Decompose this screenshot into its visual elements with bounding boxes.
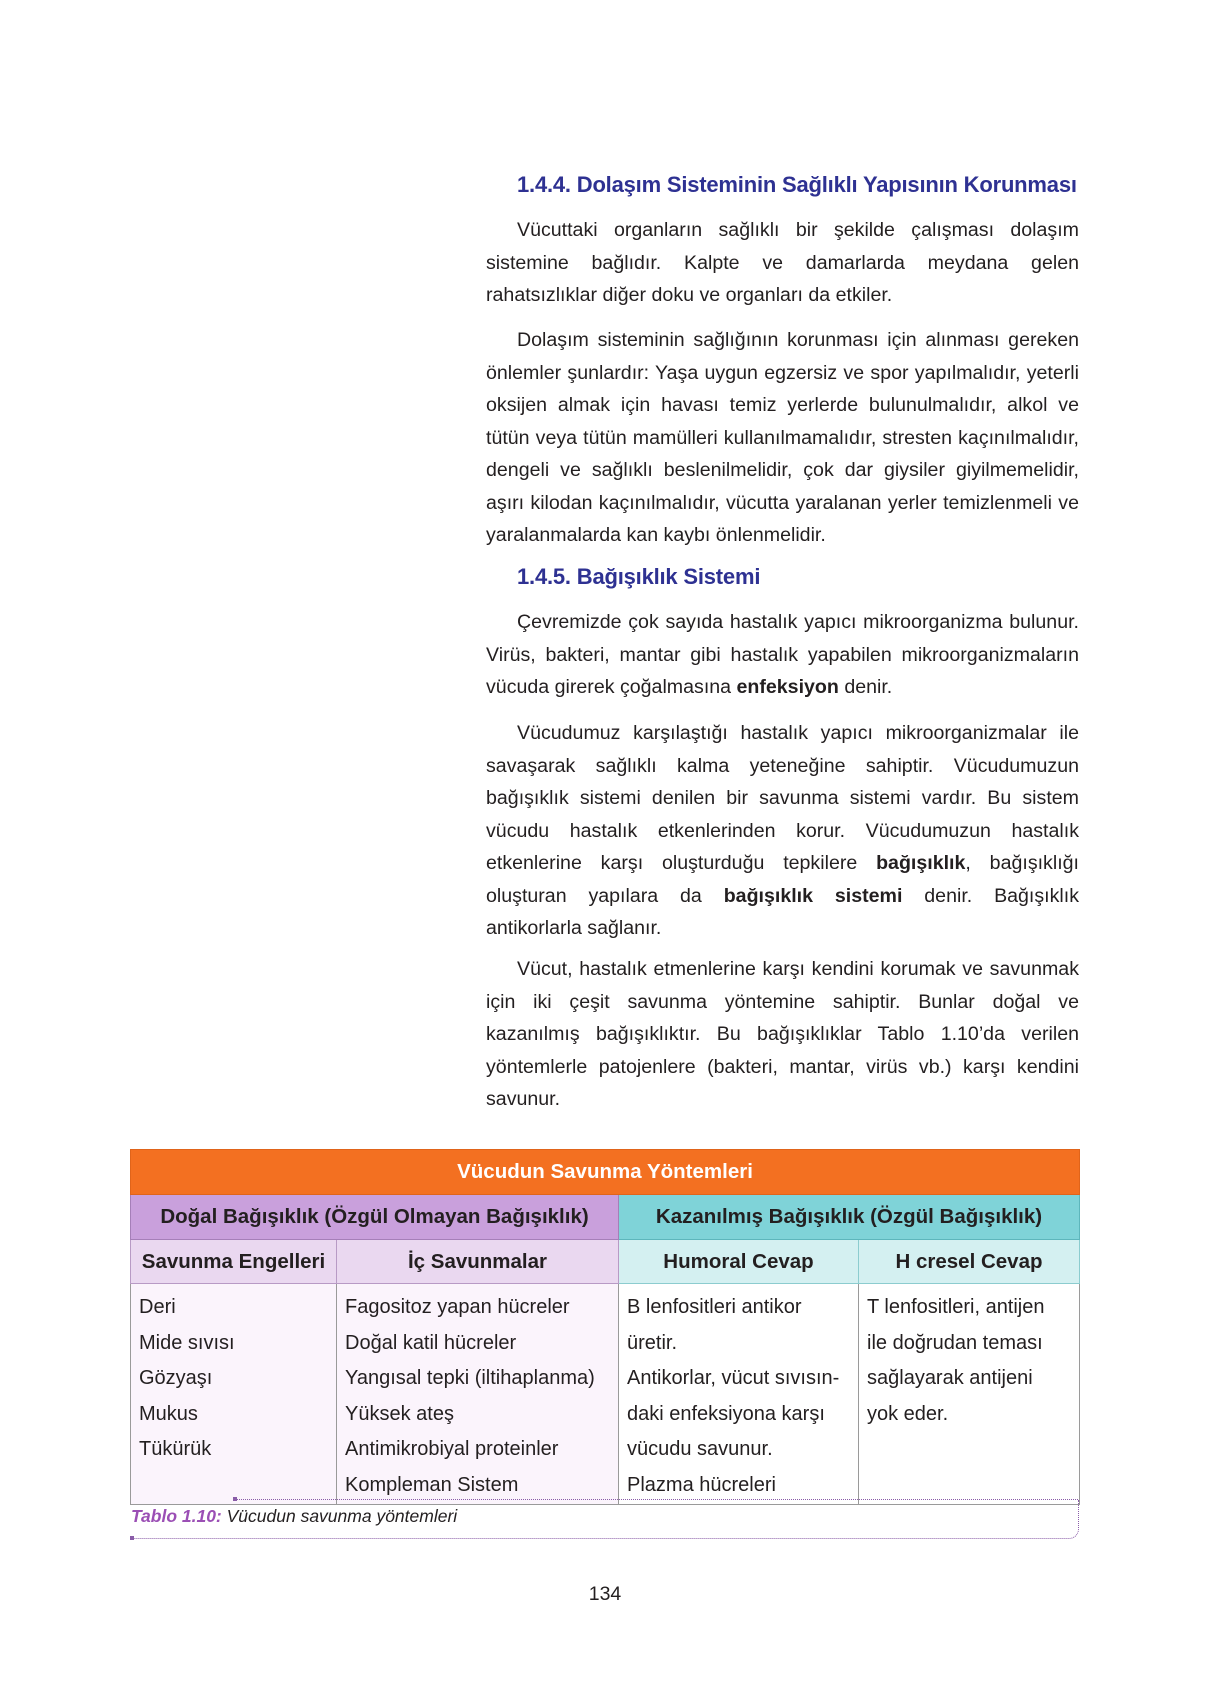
paragraph-4: Vücudumuz karşılaştığı hastalık yapıcı mikroorganizmalar ile savaşarak sağlıklı kalma yeteneğine sahiptir. Vücudumuzun bağışıklık sistemi denilen bir savunma sistemi vardır. Bu sistem vücudu hastalık etkenlerinden korur. Vücudumuzun hastalık etkenlerine karşı oluşturduğu tepkilere bağışıklık, bağışıklığı oluşturan yapılara da bağışıklık sistemi denir. Bağışıklık antikorlarla sağlanır.: [486, 722, 1080, 939]
cell-internal: [337, 1284, 619, 1505]
term-bagisiklik-sistemi: bağışıklık sistemi: [723, 884, 903, 907]
list-item: Antimikrobiyal proteinler: [345, 1438, 559, 1461]
list-item: Tükürük: [139, 1438, 212, 1461]
table-title: Vücudun Savunma Yöntemleri: [131, 1150, 1080, 1195]
list-item: Mukus: [139, 1402, 198, 1425]
page-number: 134: [588, 1583, 622, 1605]
cell-humoral: [619, 1284, 859, 1505]
list-item: Gözyaşı: [139, 1367, 213, 1390]
caption-marker: [130, 1536, 134, 1540]
paragraph-5: Vücut, hastalık etmenlerine karşı kendini korumak ve savunmak için iki çeşit savunma yöntemine sahiptir. Bunlar doğal ve kazanılmış bağışıklıktır. Bu bağışıklıklar Tablo 1.10’da verilen yöntemlerle patojenlere (bakteri, mantar, virüs vb.) karşı kendini savunur.: [486, 958, 1079, 1110]
list-item: yok eder.: [867, 1402, 949, 1425]
list-item: Deri: [139, 1296, 176, 1318]
list-item: Yüksek ateş: [345, 1402, 454, 1425]
section-heading-circulatory: 1.4.4. Dolaşım Sisteminin Sağlıklı Yapısının Korunması: [517, 172, 1077, 197]
header-humoral: Humoral Cevap: [619, 1240, 859, 1284]
header-cellular: H cresel Cevap: [859, 1240, 1080, 1284]
list-item: üretir.: [627, 1331, 678, 1354]
defense-methods-table: [130, 1149, 1080, 1505]
list-item: Antikorlar, vücut sıvısın-: [627, 1367, 840, 1390]
section-heading-immune: 1.4.5. Bağışıklık Sistemi: [517, 564, 761, 589]
paragraph-1: Vücuttaki organların sağlıklı bir şekilde çalışması dolaşım sistemine bağlıdır. Kalpte ve damarlarda meydana gelen rahatsızlıklar diğer doku ve organları da etkiler.: [486, 219, 1079, 306]
caption-label: Tablo 1.10:: [131, 1506, 222, 1526]
cell-barriers: [131, 1284, 337, 1505]
list-item: sağlayarak antijeni: [867, 1367, 1033, 1390]
list-item: T lenfositleri, antijen: [867, 1296, 1045, 1318]
paragraph-2: Dolaşım sisteminin sağlığının korunması için alınması gereken önlemler şunlardır: Yaşa uygun egzersiz ve spor yapılmalıdır, yeterli oksijen almak için havası temiz yerlerde bulunulmalıdır, alkol ve tütün veya tütün mamülleri kullanılmamalıdır, stresten kaçınılmalıdır, dengeli ve sağlıklı beslenilmelidir, çok dar giysiler giyilmemelidir, aşırı kilodan kaçınılmalıdır, vücutta yaralanan yerler temizlenmeli ve yaralanmalarda kan kaybı önlenmelidir.: [486, 329, 1079, 546]
term-enfeksiyon: enfeksiyon: [736, 676, 839, 698]
term-bagisiklik: bağışıklık: [876, 852, 966, 874]
list-item: Mide sıvısı: [139, 1331, 235, 1354]
group-header-natural: Doğal Bağışıklık (Özgül Olmayan Bağışıklık): [131, 1195, 619, 1240]
cell-cellular: [859, 1284, 1080, 1505]
list-item: B lenfositleri antikor: [627, 1296, 802, 1318]
caption-text: Vücudun savunma yöntemleri: [221, 1506, 458, 1526]
header-internal: İç Savunmalar: [337, 1240, 619, 1284]
list-item: Fagositoz yapan hücreler: [345, 1296, 570, 1318]
list-item: Plazma hücreleri: [627, 1473, 776, 1496]
list-item: Kompleman Sistem: [345, 1473, 519, 1496]
table-caption: [131, 1506, 457, 1527]
header-barriers: Savunma Engelleri: [131, 1240, 337, 1284]
list-item: Doğal katil hücreler: [345, 1331, 517, 1354]
list-item: ile doğrudan teması: [867, 1331, 1043, 1354]
list-item: vücudu savunur.: [627, 1438, 773, 1461]
defense-methods-table-wrap: [130, 1149, 1079, 1505]
list-item: Yangısal tepki (iltihaplanma): [345, 1367, 595, 1390]
group-header-acquired: Kazanılmış Bağışıklık (Özgül Bağışıklık): [619, 1195, 1080, 1240]
paragraph-3: Çevremizde çok sayıda hastalık yapıcı mikroorganizma bulunur. Virüs, bakteri, mantar gibi hastalık yapabilen mikroorganizmaların vücuda girerek çoğalmasına enfeksiyon denir.: [486, 611, 1079, 698]
list-item: daki enfeksiyona karşı: [627, 1402, 825, 1425]
